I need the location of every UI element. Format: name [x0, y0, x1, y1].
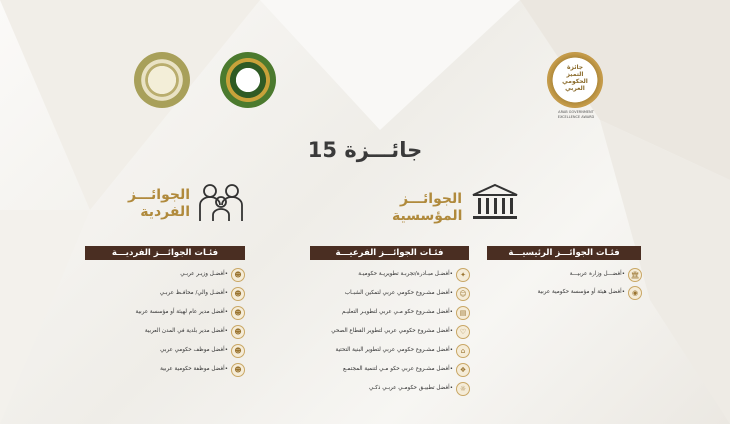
- main-category-label: •أفضل هيئة أو مؤسسة حكومية عربية: [537, 289, 625, 295]
- mayor-icon: ☻: [231, 325, 245, 339]
- youth-icon: ☺: [456, 287, 470, 301]
- sub-category-label: •أفضل مشـروع عربي حكو مـي لتنمية المجتمـع: [342, 366, 453, 372]
- book-icon: ▤: [456, 306, 470, 320]
- individual-category-item: [80, 325, 245, 339]
- award-logo: [547, 52, 603, 108]
- minister-icon: ☻: [231, 268, 245, 282]
- individual-category-item: [80, 287, 245, 301]
- main-category-item: [487, 286, 642, 300]
- individual-category-label: •أفضـل وزيـر عربـي: [180, 271, 228, 277]
- sub-category-label: •أفضل مشـروع حكو مـي عربي لتطويـر التعليـم: [341, 309, 453, 315]
- infrastructure-icon: ⌂: [456, 344, 470, 358]
- award-logo-caption: ARAB GOVERNMENT EXCELLENCE AWARD: [557, 110, 595, 119]
- director-icon: ☻: [231, 306, 245, 320]
- sub-category-item: [300, 344, 470, 358]
- lightbulb-icon: ✦: [456, 268, 470, 282]
- sub-category-label: •أفضـل مبـادرة/تجربـة تطويريـة حكوميـة: [358, 271, 453, 277]
- health-icon: ♡: [456, 325, 470, 339]
- employee-icon: ☻: [231, 344, 245, 358]
- sub-category-item: [300, 363, 470, 377]
- individual-category-item: [80, 306, 245, 320]
- individual-category-label: •أفضل موظف حكومي عربي: [160, 347, 228, 353]
- sub-category-label: •أفضل مشـروع حكومي عربي لتمكين الشبـاب: [344, 290, 453, 296]
- sub-category-label: •أفضل مشروع حكومي عربي لتطوير القطاع الصحي: [331, 328, 453, 334]
- individual-category-label: •أفضـل والي/ محافـظ عربـي: [159, 290, 228, 296]
- globe-icon: ◉: [628, 286, 642, 300]
- main-category-item: [487, 268, 642, 282]
- award-logo-text: جائزة التميز الحكومي العربي: [562, 64, 588, 92]
- governor-icon: ☻: [231, 287, 245, 301]
- building-icon: 🏛: [628, 268, 642, 282]
- people-icon: [196, 183, 246, 223]
- female-employee-icon: ☻: [231, 363, 245, 377]
- arab-league-logo: [220, 52, 276, 108]
- main-category-label: •أفضـــل وزارة عربيـــة: [569, 271, 625, 277]
- sub-category-label: •أفضل مشـروع حكومي عربي لتطوير البنية التحتية: [335, 347, 453, 353]
- individual-category-label: •أفضل موظفة حكومية عربية: [160, 366, 228, 372]
- page-title: 15 جائـــزة: [307, 138, 423, 162]
- individual-category-item: [80, 268, 245, 282]
- sub-categories-header: فئـات الجوائـــز الفرعيـــة: [310, 246, 469, 260]
- individual-category-label: •أفضل مدير بلدية في المدن العربية: [144, 328, 228, 334]
- main-categories-header: فئـات الجوائـــز الرئيسيـــة: [487, 246, 641, 260]
- individual-category-label: •أفضل مدير عام لهيئة أو مؤسسة عربية: [135, 309, 228, 315]
- smart-app-icon: ☼: [456, 382, 470, 396]
- sub-category-item: [300, 268, 470, 282]
- individual-awards-title: الجوائـــز الفردية: [127, 187, 190, 220]
- arab-organization-logo: [134, 52, 190, 108]
- institution-icon: [470, 183, 520, 223]
- sub-category-item: [300, 325, 470, 339]
- individual-category-item: [80, 344, 245, 358]
- sub-category-label: •أفضل تطبيـق حكومـي عربـي ذكـي: [368, 385, 453, 391]
- institutional-awards-title: الجوائـــز المؤسسية: [392, 191, 463, 224]
- individual-category-item: [80, 363, 245, 377]
- sub-category-item: [300, 287, 470, 301]
- sub-category-item: [300, 306, 470, 320]
- community-icon: ❖: [456, 363, 470, 377]
- individual-categories-header: فئـات الجوائـــز الفرديـــة: [85, 246, 245, 260]
- sub-category-item: [300, 382, 470, 396]
